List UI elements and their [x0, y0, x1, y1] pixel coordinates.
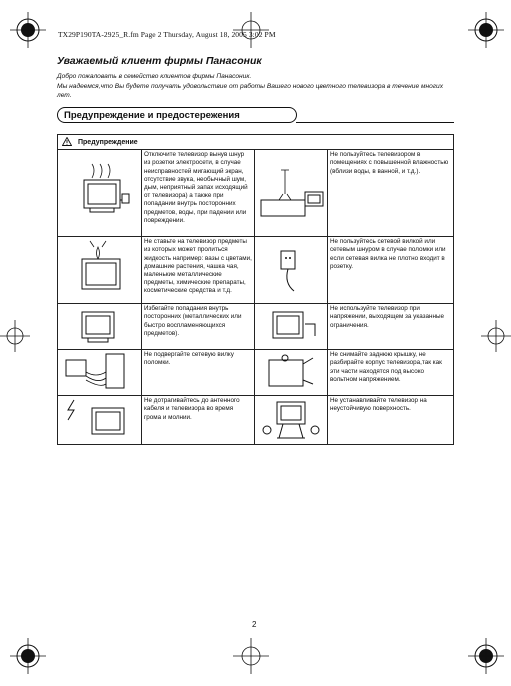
crop-mark-right-middle	[481, 318, 511, 354]
registration-mark-top-left	[10, 12, 46, 48]
warning-text-1-left: Отключите телевизор вынув шнур из розетки электросети, в случае неисправностей мигающий экран, отсутствие звука, необычный шум, дым, неприятный запах исходящий от телевизора) а также при попадании внутрь посторонних предметов, воды, при падении или повреждении.	[142, 150, 255, 237]
illustration-tv-vase	[58, 237, 142, 304]
page-number: 2	[252, 620, 257, 629]
crop-mark-bottom-center	[233, 638, 269, 674]
warning-table	[57, 134, 454, 445]
warning-text-2-left: Не ставьте на телевизор предметы из которых может пролиться жидкость например: вазы с цветами, домашние растения, чашка чая, маленькие металлические предметы, химические препараты, косметические средства и т.д.	[142, 237, 255, 304]
warning-table-header	[58, 135, 454, 150]
illustration-cable-bundle	[58, 350, 142, 396]
registration-mark-top-right	[468, 12, 504, 48]
illustration-tv-voltage	[255, 304, 328, 350]
registration-mark-bottom-left	[10, 638, 46, 674]
intro-line-1: Добро пожаловать в семейство клиентов фирмы Панасоник.	[57, 73, 252, 80]
illustration-tv-objects	[58, 304, 142, 350]
illustration-tv-lightning	[58, 396, 142, 445]
print-header: TX29P190TA-2925_R.fm Page 2 Thursday, August 18, 2005 3:02 PM	[58, 30, 276, 39]
warning-text-4-left: Не подвергайте сетевую вилку поломки.	[142, 350, 255, 396]
page-title: Уважаемый клиент фирмы Панасоник	[57, 55, 262, 67]
warning-text-5-right: Не устанавливайте телевизор на неустойчивую поверхность.	[328, 396, 454, 445]
illustration-plug-socket	[255, 237, 328, 304]
illustration-rear-cover	[255, 350, 328, 396]
section-title	[57, 107, 297, 123]
warning-text-4-right: Не снимайте заднюю крышку, не разбирайте корпус телевизора,так как эти части находятся под высоко вольтном напряжением.	[328, 350, 454, 396]
crop-mark-left-middle	[0, 318, 30, 354]
warning-triangle-icon	[62, 137, 72, 146]
illustration-unstable-stand	[255, 396, 328, 445]
illustration-tv-unplug	[58, 150, 142, 237]
section-divider	[296, 122, 454, 123]
warning-text-3-right: Не используйте телевизор при напряжении, выходящем за указанные ограничения.	[328, 304, 454, 350]
warning-text-2-right: Не пользуйтесь сетевой вилкой или сетевым шнуром в случае поломки или если сетевая вилка не плотно входит в розетку.	[328, 237, 454, 304]
warning-text-3-left: Избегайте попадания внутрь посторонних (металлических или быстро воспламеняющихся предметов).	[142, 304, 255, 350]
illustration-tv-humidity	[255, 150, 328, 237]
warning-text-5-left: Не дотрагивайтесь до антенного кабеля и телевизора во время грома и молнии.	[142, 396, 255, 445]
warning-text-1-right: Не пользуйтесь телевизором в помещениях с повышенной влажностью (вблизи воды, в ванной, и т.д.).	[328, 150, 454, 237]
section-title-text: Предупреждение и предостережения	[64, 110, 240, 121]
warning-heading: Предупреждение	[78, 139, 138, 146]
registration-mark-bottom-right	[468, 638, 504, 674]
intro-line-2: Мы надеемся,что Вы будете получать удовольствие от работы Вашего нового цветного телевизора в течение многих лет.	[57, 83, 444, 99]
